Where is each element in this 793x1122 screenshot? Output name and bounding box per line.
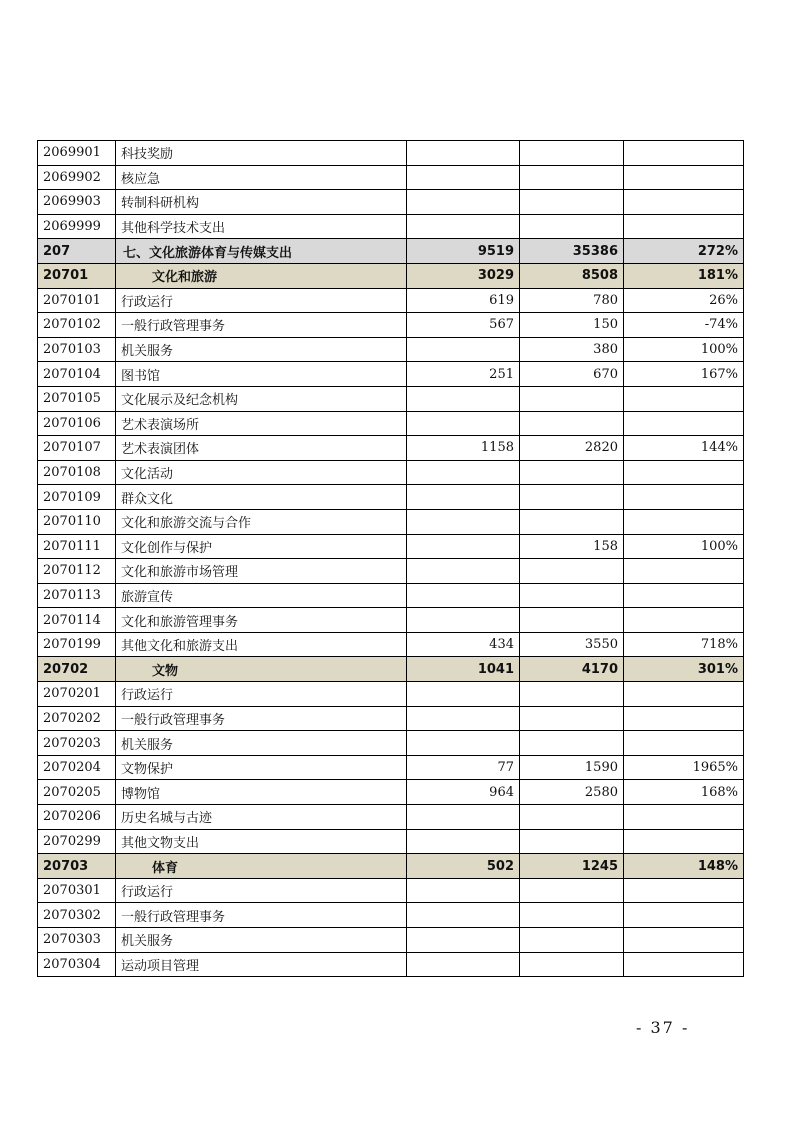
account-code-cell: 2070106 <box>38 411 116 436</box>
account-name-cell: 博物馆 <box>116 780 407 805</box>
change-percent-cell <box>624 559 744 584</box>
change-percent-cell <box>624 805 744 830</box>
prior-amount-cell <box>407 952 520 977</box>
current-amount-cell <box>520 878 624 903</box>
change-percent-cell: 26% <box>624 288 744 313</box>
account-name-cell: 一般行政管理事务 <box>116 903 407 928</box>
account-name-cell: 文化创作与保护 <box>116 534 407 559</box>
change-percent-cell <box>624 878 744 903</box>
account-name-cell: 机关服务 <box>116 928 407 953</box>
account-code-cell: 2070201 <box>38 682 116 707</box>
category-row <box>38 657 744 682</box>
change-percent-cell: 100% <box>624 337 744 362</box>
current-amount-cell: 158 <box>520 534 624 559</box>
table-row <box>38 706 744 731</box>
prior-amount-cell <box>407 214 520 239</box>
account-code-cell: 2070103 <box>38 337 116 362</box>
change-percent-cell: 718% <box>624 632 744 657</box>
change-percent-cell <box>624 460 744 485</box>
account-code-cell: 2070111 <box>38 534 116 559</box>
account-code-cell: 2070202 <box>38 706 116 731</box>
prior-amount-cell: 434 <box>407 632 520 657</box>
account-name-cell: 科技奖励 <box>116 141 407 166</box>
account-code-cell: 2070302 <box>38 903 116 928</box>
account-code-cell: 2070203 <box>38 731 116 756</box>
account-code-cell: 207 <box>38 239 116 264</box>
prior-amount-cell <box>407 805 520 830</box>
account-code-cell: 2070113 <box>38 583 116 608</box>
table-row <box>38 928 744 953</box>
change-percent-cell: 148% <box>624 854 744 879</box>
prior-amount-cell <box>407 559 520 584</box>
current-amount-cell <box>520 583 624 608</box>
change-percent-cell: -74% <box>624 313 744 338</box>
current-amount-cell: 780 <box>520 288 624 313</box>
account-code-cell: 2070199 <box>38 632 116 657</box>
account-name-cell: 行政运行 <box>116 288 407 313</box>
change-percent-cell <box>624 608 744 633</box>
account-name-cell: 其他科学技术支出 <box>116 214 407 239</box>
account-code-cell: 20702 <box>38 657 116 682</box>
change-percent-cell <box>624 190 744 215</box>
current-amount-cell: 4170 <box>520 657 624 682</box>
change-percent-cell: 144% <box>624 436 744 461</box>
table-row <box>38 337 744 362</box>
account-code-cell: 2070304 <box>38 952 116 977</box>
prior-amount-cell <box>407 682 520 707</box>
current-amount-cell <box>520 411 624 436</box>
account-code-cell: 2070303 <box>38 928 116 953</box>
current-amount-cell <box>520 386 624 411</box>
prior-amount-cell <box>407 903 520 928</box>
table-row <box>38 608 744 633</box>
table-row <box>38 903 744 928</box>
table-row <box>38 682 744 707</box>
account-name-cell: 一般行政管理事务 <box>116 706 407 731</box>
current-amount-cell <box>520 190 624 215</box>
prior-amount-cell <box>407 608 520 633</box>
prior-amount-cell: 3029 <box>407 263 520 288</box>
change-percent-cell <box>624 165 744 190</box>
table-row <box>38 534 744 559</box>
account-name-cell: 旅游宣传 <box>116 583 407 608</box>
account-code-cell: 2069999 <box>38 214 116 239</box>
account-name-cell: 文化展示及纪念机构 <box>116 386 407 411</box>
change-percent-cell <box>624 903 744 928</box>
change-percent-cell <box>624 485 744 510</box>
account-name-cell: 运动项目管理 <box>116 952 407 977</box>
account-name-cell: 行政运行 <box>116 682 407 707</box>
table-row <box>38 288 744 313</box>
change-percent-cell: 168% <box>624 780 744 805</box>
table-row <box>38 805 744 830</box>
table-row <box>38 190 744 215</box>
prior-amount-cell <box>407 706 520 731</box>
account-code-cell: 2070101 <box>38 288 116 313</box>
prior-amount-cell <box>407 928 520 953</box>
account-code-cell: 2070206 <box>38 805 116 830</box>
category-row <box>38 854 744 879</box>
current-amount-cell: 1590 <box>520 755 624 780</box>
current-amount-cell <box>520 460 624 485</box>
account-code-cell: 2070299 <box>38 829 116 854</box>
table-row <box>38 386 744 411</box>
change-percent-cell <box>624 682 744 707</box>
table-row <box>38 509 744 534</box>
current-amount-cell: 1245 <box>520 854 624 879</box>
table-row <box>38 731 744 756</box>
prior-amount-cell: 9519 <box>407 239 520 264</box>
account-code-cell: 2070104 <box>38 362 116 387</box>
change-percent-cell <box>624 706 744 731</box>
account-name-cell: 其他文化和旅游支出 <box>116 632 407 657</box>
account-code-cell: 2070114 <box>38 608 116 633</box>
change-percent-cell: 100% <box>624 534 744 559</box>
table-row <box>38 829 744 854</box>
account-code-cell: 20701 <box>38 263 116 288</box>
current-amount-cell: 3550 <box>520 632 624 657</box>
change-percent-cell <box>624 583 744 608</box>
account-name-cell: 转制科研机构 <box>116 190 407 215</box>
prior-amount-cell: 619 <box>407 288 520 313</box>
change-percent-cell: 272% <box>624 239 744 264</box>
current-amount-cell: 2820 <box>520 436 624 461</box>
account-name-cell: 文物保护 <box>116 755 407 780</box>
account-name-cell: 艺术表演场所 <box>116 411 407 436</box>
prior-amount-cell: 77 <box>407 755 520 780</box>
current-amount-cell <box>520 214 624 239</box>
current-amount-cell <box>520 559 624 584</box>
account-code-cell: 2069902 <box>38 165 116 190</box>
account-code-cell: 2070205 <box>38 780 116 805</box>
change-percent-cell: 301% <box>624 657 744 682</box>
table-row <box>38 780 744 805</box>
account-name-cell: 其他文物支出 <box>116 829 407 854</box>
prior-amount-cell <box>407 337 520 362</box>
table-row <box>38 878 744 903</box>
current-amount-cell <box>520 903 624 928</box>
current-amount-cell <box>520 608 624 633</box>
table-row <box>38 411 744 436</box>
account-code-cell: 2069901 <box>38 141 116 166</box>
prior-amount-cell: 251 <box>407 362 520 387</box>
current-amount-cell <box>520 928 624 953</box>
category-row <box>38 263 744 288</box>
table-row <box>38 362 744 387</box>
prior-amount-cell <box>407 731 520 756</box>
prior-amount-cell <box>407 878 520 903</box>
account-name-cell: 文化和旅游市场管理 <box>116 559 407 584</box>
account-name-cell: 历史名城与古迹 <box>116 805 407 830</box>
change-percent-cell <box>624 509 744 534</box>
table-row <box>38 952 744 977</box>
current-amount-cell: 380 <box>520 337 624 362</box>
account-name-cell: 群众文化 <box>116 485 407 510</box>
prior-amount-cell <box>407 386 520 411</box>
prior-amount-cell <box>407 141 520 166</box>
account-code-cell: 20703 <box>38 854 116 879</box>
table-row <box>38 165 744 190</box>
table-row <box>38 559 744 584</box>
account-code-cell: 2070204 <box>38 755 116 780</box>
account-name-cell: 文化和旅游管理事务 <box>116 608 407 633</box>
prior-amount-cell <box>407 460 520 485</box>
change-percent-cell: 167% <box>624 362 744 387</box>
current-amount-cell <box>520 141 624 166</box>
change-percent-cell <box>624 214 744 239</box>
budget-table <box>37 140 744 977</box>
change-percent-cell: 181% <box>624 263 744 288</box>
budget-table-body <box>38 141 744 977</box>
prior-amount-cell <box>407 534 520 559</box>
prior-amount-cell <box>407 583 520 608</box>
current-amount-cell <box>520 165 624 190</box>
account-code-cell: 2070108 <box>38 460 116 485</box>
account-name-cell: 核应急 <box>116 165 407 190</box>
change-percent-cell: 1965% <box>624 755 744 780</box>
change-percent-cell <box>624 952 744 977</box>
account-name-cell: 文化和旅游 <box>116 263 407 288</box>
change-percent-cell <box>624 829 744 854</box>
change-percent-cell <box>624 386 744 411</box>
table-row <box>38 141 744 166</box>
current-amount-cell: 2580 <box>520 780 624 805</box>
prior-amount-cell <box>407 509 520 534</box>
category-row <box>38 239 744 264</box>
account-name-cell: 文化和旅游交流与合作 <box>116 509 407 534</box>
prior-amount-cell <box>407 485 520 510</box>
account-name-cell: 一般行政管理事务 <box>116 313 407 338</box>
current-amount-cell <box>520 731 624 756</box>
account-name-cell: 艺术表演团体 <box>116 436 407 461</box>
prior-amount-cell: 502 <box>407 854 520 879</box>
prior-amount-cell <box>407 411 520 436</box>
account-code-cell: 2069903 <box>38 190 116 215</box>
table-row <box>38 436 744 461</box>
account-code-cell: 2070110 <box>38 509 116 534</box>
change-percent-cell <box>624 411 744 436</box>
change-percent-cell <box>624 141 744 166</box>
table-row <box>38 313 744 338</box>
current-amount-cell <box>520 509 624 534</box>
account-name-cell: 机关服务 <box>116 731 407 756</box>
current-amount-cell: 670 <box>520 362 624 387</box>
current-amount-cell: 150 <box>520 313 624 338</box>
table-row <box>38 485 744 510</box>
current-amount-cell: 8508 <box>520 263 624 288</box>
account-code-cell: 2070107 <box>38 436 116 461</box>
account-code-cell: 2070105 <box>38 386 116 411</box>
account-name-cell: 文物 <box>116 657 407 682</box>
prior-amount-cell: 567 <box>407 313 520 338</box>
account-name-cell: 机关服务 <box>116 337 407 362</box>
current-amount-cell <box>520 952 624 977</box>
account-code-cell: 2070112 <box>38 559 116 584</box>
prior-amount-cell: 1041 <box>407 657 520 682</box>
prior-amount-cell <box>407 190 520 215</box>
account-code-cell: 2070102 <box>38 313 116 338</box>
account-name-cell: 行政运行 <box>116 878 407 903</box>
account-name-cell: 体育 <box>116 854 407 879</box>
prior-amount-cell: 964 <box>407 780 520 805</box>
current-amount-cell <box>520 485 624 510</box>
account-code-cell: 2070109 <box>38 485 116 510</box>
account-name-cell: 图书馆 <box>116 362 407 387</box>
account-name-cell: 文化活动 <box>116 460 407 485</box>
current-amount-cell <box>520 805 624 830</box>
prior-amount-cell: 1158 <box>407 436 520 461</box>
current-amount-cell <box>520 829 624 854</box>
table-row <box>38 214 744 239</box>
table-row <box>38 632 744 657</box>
current-amount-cell: 35386 <box>520 239 624 264</box>
account-code-cell: 2070301 <box>38 878 116 903</box>
table-row <box>38 583 744 608</box>
change-percent-cell <box>624 731 744 756</box>
prior-amount-cell <box>407 829 520 854</box>
current-amount-cell <box>520 706 624 731</box>
change-percent-cell <box>624 928 744 953</box>
account-name-cell: 七、文化旅游体育与传媒支出 <box>116 239 407 264</box>
current-amount-cell <box>520 682 624 707</box>
table-row <box>38 755 744 780</box>
prior-amount-cell <box>407 165 520 190</box>
table-row <box>38 460 744 485</box>
page-number: - 37 - <box>636 1018 690 1037</box>
